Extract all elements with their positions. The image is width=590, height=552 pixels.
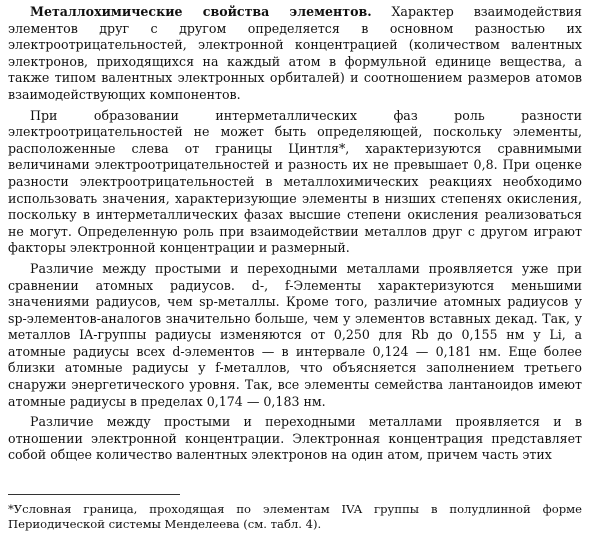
paragraph-lead-heading: Металлохимические свойства элементов.	[30, 4, 372, 19]
paragraph-text: Характер взаимодействия элементов друг с другом определяется в основном разностью их электроотрицательностей, электронной концентрацией (количеством валентных электронов, приходящихся на каждый атом в формульной единице вещества, а также типом валентных электронных орбиталей) и соотношением размеров атомов взаимодействующих компонентов.	[8, 4, 582, 102]
footnote-divider	[8, 494, 180, 495]
paragraph-electron-concentration	[8, 414, 582, 464]
paragraph-text: Различие между простыми и переходными металлами проявляется уже при сравнении атомных радиусов. d-, f-Элементы характеризуются меньшими значениями радиусов, чем sp-металлы. Кроме того, различие атомных радиусов у sp-элементов-аналогов значительно больше, чем у элементов вставных декад. Так, у металлов IA-группы радиусы изменяются от 0,250 для Rb до 0,155 нм у Li, а атомные радиусы всех d-элементов — в интервале 0,124 — 0,181 нм. Еще более близки атомные радиусы у f-металлов, что объясняется заполнением третьего снаружи энергетического уровня. Так, все элементы семейства лантаноидов имеют атомные радиусы в пределах 0,174 — 0,183 нм.	[8, 260, 582, 409]
paragraph-atomic-radii	[8, 261, 582, 410]
paragraph-text: Различие между простыми и переходными металлами проявляется и в отношении электронной концентрации. Электронная концентрация представляет собой общее количество валентных электронов на один атом, причем часть этих	[8, 414, 582, 463]
paragraph-electronegativity	[8, 108, 582, 257]
paragraph-metallochemical-properties	[8, 4, 582, 104]
footnote: *Условная граница, проходящая по элементам IVA группы в полудлинной форме Периодической системы Менделеева (см. табл. 4).	[8, 502, 582, 532]
paragraph-text: При образовании интерметаллических фаз роль разности электроотрицательностей не может быть определяющей, поскольку элементы, расположенные слева от границы Цинтля*, характеризуются сравнимыми величинами электроотрицательностей и разность их не превышает 0,8. При оценке разности электроотрицательностей в металлохимических реакциях необходимо использовать значения, характеризующие элементы в низших степенях окисления, поскольку в интерметаллических фазах высшие степени окисления реализоваться не могут. Определенную роль при взаимодействии металлов друг с другом играют факторы электронной концентрации и размерный.	[8, 107, 582, 256]
